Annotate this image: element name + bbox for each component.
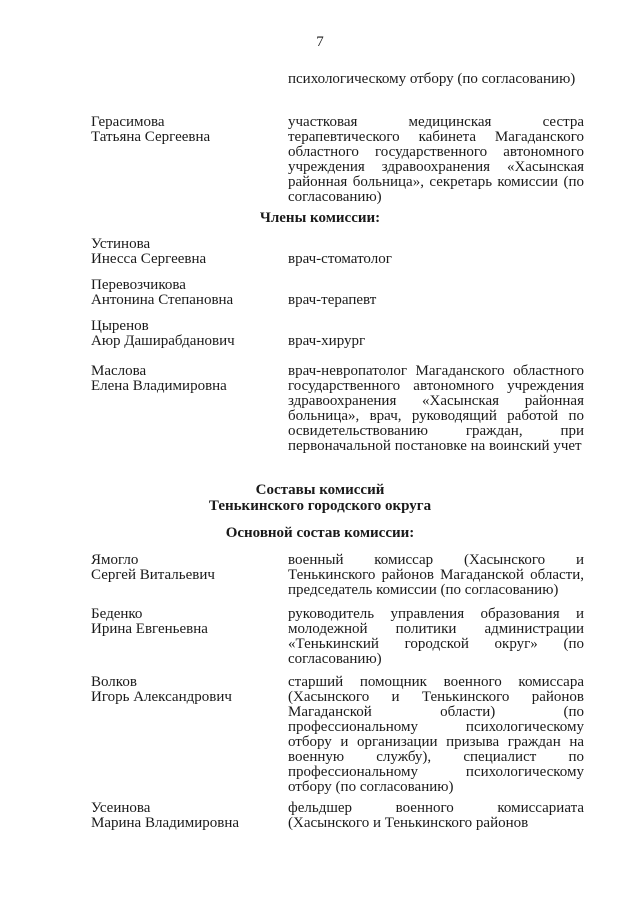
member-name xyxy=(91,675,276,705)
member-role: старший помощник военного комиссара (Хасынского и Тенькинского районов Магаданской области) (по профессиональному психологическому отбору и организации призыва граждан на военную службу), специалист по профессиональному психологическому отбору (по согласованию) xyxy=(288,674,584,795)
name-line: Усеинова xyxy=(91,800,151,816)
name-line: Елена Владимировна xyxy=(91,378,227,394)
member-name xyxy=(91,801,276,831)
member-name xyxy=(91,364,276,394)
name-line: Маслова xyxy=(91,363,147,379)
name-line: Ирина Евгеньевна xyxy=(91,621,208,637)
name-line: Беденко xyxy=(91,606,143,622)
name-line: Герасимова xyxy=(91,114,165,130)
name-line: Инесса Сергеевна xyxy=(91,251,207,267)
member-name xyxy=(91,319,276,349)
member-role: врач-невропатолог Магаданского областного государственного автономного учреждения здравоохранения «Хасынская районная больница», врач, руководящий работой по освидетельствованию граждан, при первоначальной постановке на воинский учет xyxy=(288,363,584,454)
member-role: фельдшер военного комиссариата (Хасынского и Тенькинского районов xyxy=(288,800,584,831)
name-line: Ямогло xyxy=(91,552,139,568)
name-line: Аюр Даширабданович xyxy=(91,333,235,349)
name-line: Антонина Степановна xyxy=(91,292,234,308)
section-heading xyxy=(0,482,640,514)
name-line: Марина Владимировна xyxy=(91,815,240,831)
continuation-text: психологическому отбору (по согласованию) xyxy=(288,71,576,87)
secretary-role: участковая медицинская сестра терапевтического кабинета Магаданского областного государственного автономного учреждения здравоохранения «Хасынская районная больница», секретарь комиссии (по согласованию) xyxy=(288,114,584,205)
name-line: Игорь Александрович xyxy=(91,689,232,705)
name-line: Сергей Витальевич xyxy=(91,567,215,583)
main-composition-heading: Основной состав комиссии: xyxy=(225,525,415,541)
secretary-name xyxy=(91,115,276,145)
member-role: военный комиссар (Хасынского и Тенькинского районов Магаданской области, председатель комиссии (по согласованию) xyxy=(288,552,584,598)
member-name xyxy=(91,278,276,308)
heading-line: Составы комиссий xyxy=(255,482,385,498)
name-line: Перевозчикова xyxy=(91,277,186,293)
member-role: врач-хирург xyxy=(288,333,366,349)
member-role: врач-стоматолог xyxy=(288,251,392,267)
name-line: Татьяна Сергеевна xyxy=(91,129,211,145)
heading-line: Тенькинского городского округа xyxy=(208,498,432,514)
member-name xyxy=(91,553,276,583)
name-line: Устинова xyxy=(91,236,151,252)
name-line: Волков xyxy=(91,674,137,690)
page-number: 7 xyxy=(316,34,324,50)
name-line: Цыренов xyxy=(91,318,149,334)
members-heading: Члены комиссии: xyxy=(259,210,381,226)
member-role: врач-терапевт xyxy=(288,292,377,308)
member-name xyxy=(91,237,276,267)
member-name xyxy=(91,607,276,637)
member-role: руководитель управления образования и молодежной политики администрации «Тенькинский городской округ» (по согласованию) xyxy=(288,606,584,667)
